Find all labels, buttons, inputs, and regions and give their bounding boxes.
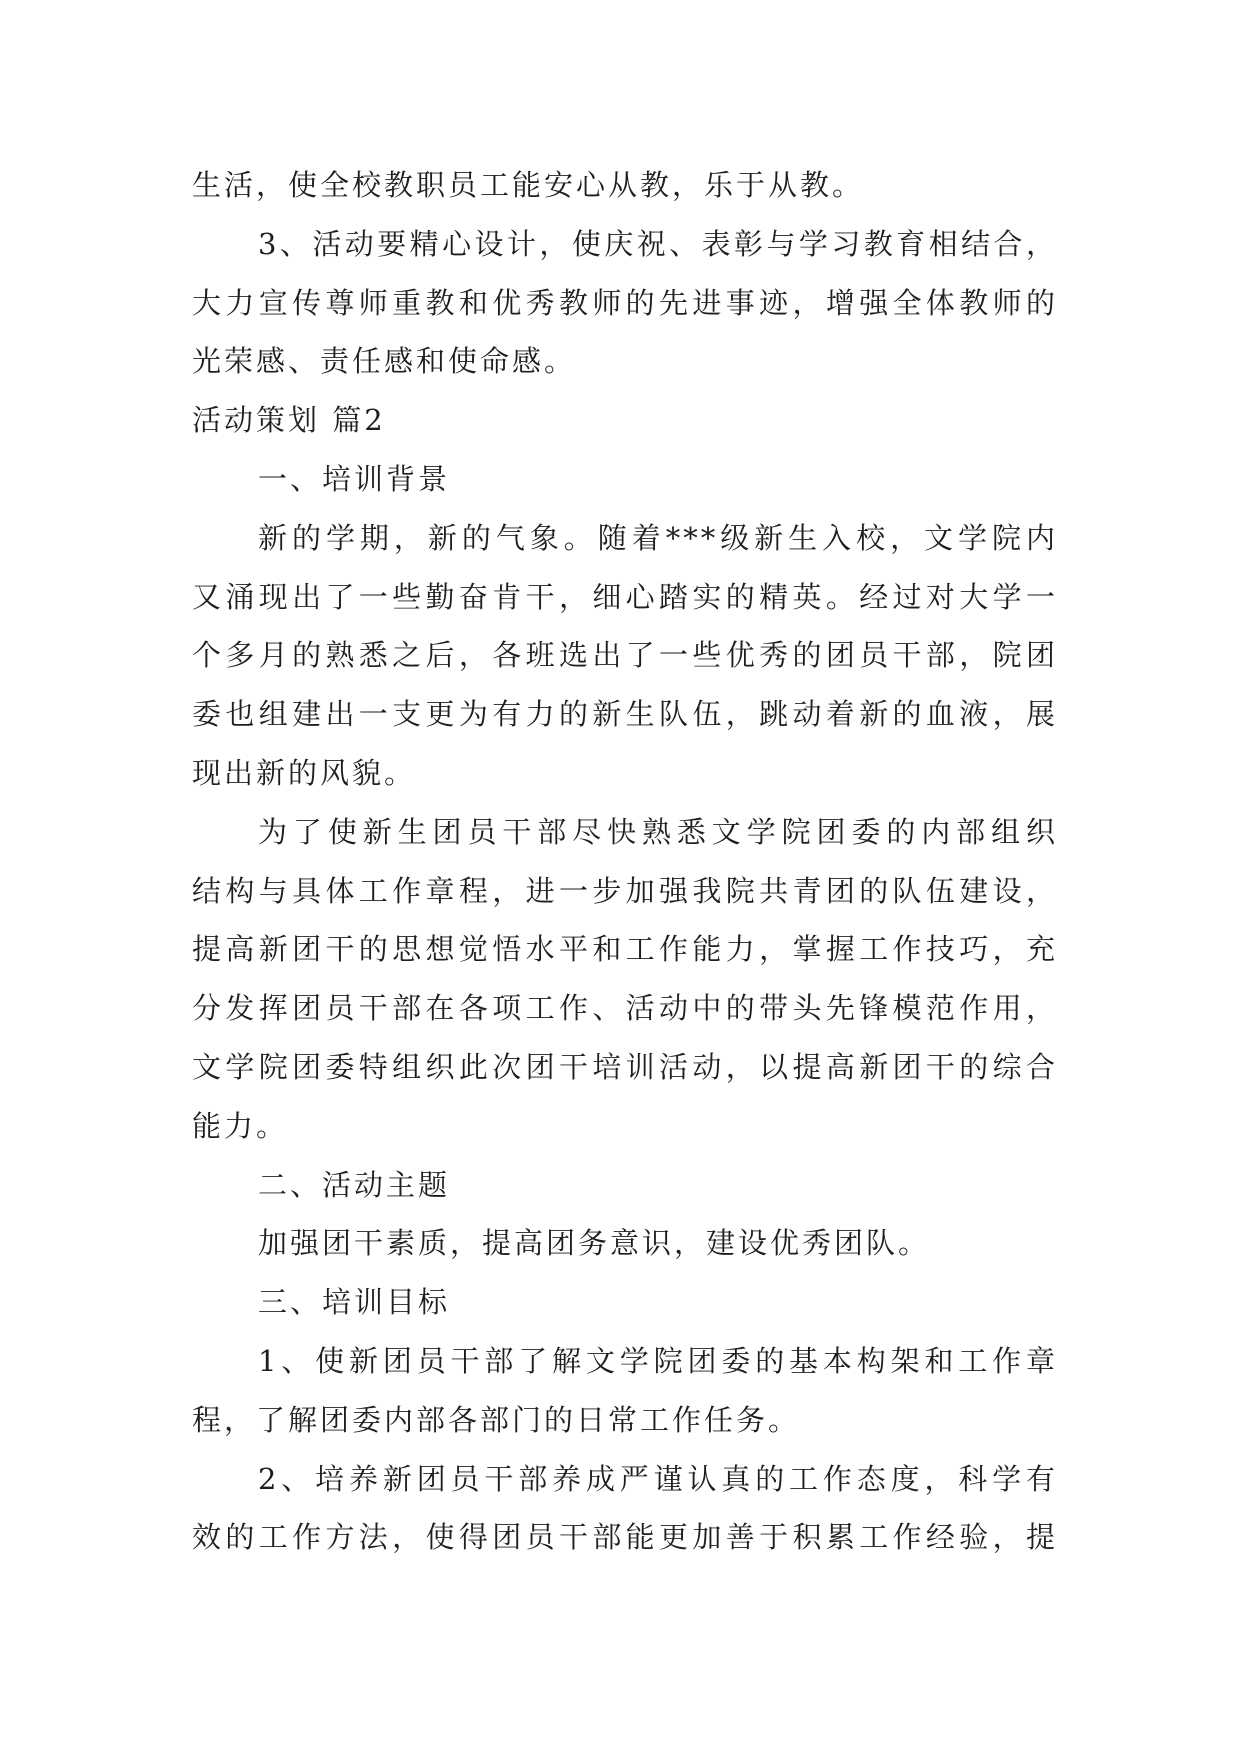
document-title: 活动策划 篇2 — [192, 403, 386, 438]
text-line: 1、使新团员干部了解文学院团委的基本构架和工作章 — [258, 1343, 1058, 1378]
text-line: 现出新的风貌。 — [192, 755, 417, 790]
section-heading-block — [192, 450, 1058, 509]
text-line: 分发挥团员干部在各项工作、活动中的带头先锋模范作用， — [192, 991, 1058, 1026]
text-line: 生活，使全校教职员工能安心从教，乐于从教。 — [192, 168, 865, 202]
section-heading-block — [192, 1273, 1058, 1332]
text-line: 大力宣传尊师重教和优秀教师的先进事迹，增强全体教师的 — [192, 285, 1058, 320]
text-line: 文学院团委特组织此次团干培训活动，以提高新团干的综合 — [192, 1049, 1058, 1084]
paragraph — [192, 1214, 1058, 1273]
section-heading-block — [192, 1156, 1058, 1215]
paragraph — [192, 215, 1058, 391]
paragraph — [192, 1332, 1058, 1450]
text-line: 3、活动要精心设计，使庆祝、表彰与学习教育相结合， — [258, 226, 1058, 261]
text-line: 委也组建出一支更为有力的新生队伍，跳动着新的血液，展 — [192, 697, 1058, 732]
paragraph-continuation — [192, 156, 1058, 215]
text-line: 效的工作方法，使得团员干部能更加善于积累工作经验，提 — [192, 1520, 1058, 1555]
text-line: 2、培养新团员干部养成严谨认真的工作态度，科学有 — [258, 1461, 1058, 1496]
section-heading: 二、活动主题 — [258, 1167, 451, 1202]
text-line: 程，了解团委内部各部门的日常工作任务。 — [192, 1402, 801, 1437]
document-body — [192, 156, 1058, 1567]
paragraph — [192, 509, 1058, 803]
paragraph — [192, 1450, 1058, 1568]
text-line: 为了使新生团员干部尽快熟悉文学院团委的内部组织 — [258, 814, 1058, 849]
text-line: 结构与具体工作章程，进一步加强我院共青团的队伍建设， — [192, 873, 1058, 908]
text-line: 个多月的熟悉之后，各班选出了一些优秀的团员干部，院团 — [192, 638, 1058, 673]
text-line: 能力。 — [192, 1108, 289, 1143]
text-line: 新的学期，新的气象。随着***级新生入校，文学院内 — [258, 520, 1058, 555]
paragraph — [192, 803, 1058, 1156]
text-line: 提高新团干的思想觉悟水平和工作能力，掌握工作技巧，充 — [192, 932, 1058, 967]
section-heading: 三、培训目标 — [258, 1285, 451, 1320]
section-heading: 一、培训背景 — [258, 461, 451, 496]
text-line: 加强团干素质，提高团务意识，建设优秀团队。 — [258, 1226, 931, 1261]
section-title-block — [192, 391, 1058, 450]
text-line: 光荣感、责任感和使命感。 — [192, 344, 577, 379]
text-line: 又涌现出了一些勤奋肯干，细心踏实的精英。经过对大学一 — [192, 579, 1058, 614]
